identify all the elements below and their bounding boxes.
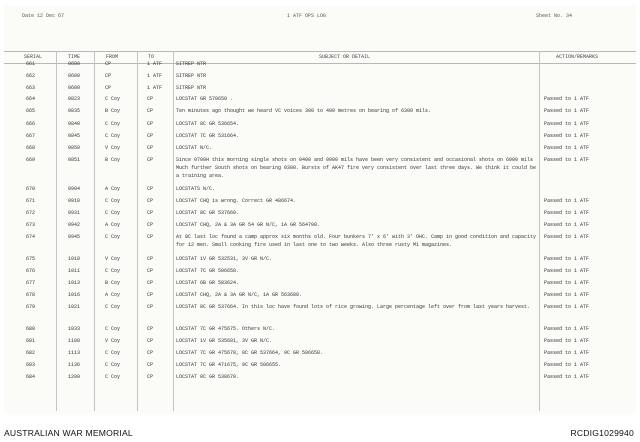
row-subject: LOCSTAT 7C GR 471675, 9C GR 506655. [176,362,282,368]
row-subject: Since 0700H this morning single shots on 0400 and 0900 mils have been very consistent and occasional shots on 6000 mils Much further South shots on bearing 0300. Bursts of AK47 fire very consistent over last three days. We think it could be a training area. [176,157,537,179]
row-to: CP [147,326,154,332]
row-action: Passed to 1 ATF [544,145,590,151]
row-subject: SITREP NTR [176,61,207,67]
row-action: Passed to 1 ATF [544,96,590,102]
row-subject: LOCSTAT N/C. [176,145,213,151]
row-serial: 678 [26,292,36,298]
row-to: 1 ATF [147,61,163,67]
row-time: 0835 [68,108,81,114]
row-serial: 666 [26,121,36,127]
row-to: CP [147,121,154,127]
row-from: B Coy [105,280,121,286]
row-subject: LOCSTAT 8C GR 537660. [176,210,240,216]
col-action: ACTION/REMARKS [556,54,599,60]
row-serial: 669 [26,157,36,163]
row-serial: 664 [26,96,36,102]
row-time: 1108 [68,338,81,344]
row-subject: LOCSTAT 7C GR 475678, 8C GR 537664, 9C GR 506658. [176,350,324,356]
col-to: TO [148,54,155,60]
row-from: B Coy [105,108,121,114]
row-from: A Coy [105,186,121,192]
row-action: Passed to 1 ATF [544,338,590,344]
row-from: A Coy [105,222,121,228]
row-subject: LOCSTAT 1V GR 535601, 3V GR N/C. [176,338,273,344]
row-subject: LOCSTAT 8C GR 538670. [176,374,240,380]
row-from: C Coy [105,198,121,204]
row-to: CP [147,210,154,216]
row-from: C Coy [105,210,121,216]
row-to: 1 ATF [147,73,163,79]
row-serial: 671 [26,198,36,204]
row-to: CP [147,374,154,380]
row-time: 0931 [68,210,81,216]
row-subject: LOCSTAT 1V GR 532531, 3V GR N/C. [176,256,273,262]
row-action: Passed to 1 ATF [544,234,590,240]
col-subject: SUBJECT OR DETAIL [319,54,371,60]
row-subject: LOCSTAT GR 570650 . [176,96,234,102]
row-to: CP [147,304,154,310]
log-sheet [4,6,636,414]
row-subject: LOCSTATS N/C. [176,186,216,192]
row-to: 1 ATF [147,85,163,91]
row-time: 0850 [68,145,81,151]
row-subject: LOCSTAT 6B GR 583624. [176,280,240,286]
row-to: CP [147,198,154,204]
row-serial: 661 [26,61,36,67]
row-to: CP [147,186,154,192]
col-time: TIME [68,54,81,60]
row-time: 1011 [68,268,81,274]
row-to: CP [147,292,154,298]
row-from: CP [105,61,112,67]
row-serial: 681 [26,338,36,344]
row-subject: LOCSTAT CHQ is wrong. Correct GR 486674. [176,198,297,204]
row-action: Passed to 1 ATF [544,268,590,274]
row-serial: 676 [26,268,36,274]
row-from: C Coy [105,350,121,356]
archive-credit: AUSTRALIAN WAR MEMORIAL [4,428,133,438]
row-to: CP [147,108,154,114]
row-action: Passed to 1 ATF [544,222,590,228]
row-subject: LOCSTAT 7C GR 475675. Others N/C. [176,326,276,332]
row-serial: 675 [26,256,36,262]
row-to: CP [147,280,154,286]
row-action: Passed to 1 ATF [544,121,590,127]
row-action: Passed to 1 ATF [544,374,590,380]
row-to: CP [147,96,154,102]
row-from: C Coy [105,326,121,332]
row-action: Passed to 1 ATF [544,304,590,310]
row-from: C Coy [105,362,121,368]
row-from: CP [105,85,112,91]
row-serial: 683 [26,362,36,368]
row-serial: 662 [26,73,36,79]
row-subject: SITREP NTR [176,85,207,91]
row-to: CP [147,145,154,151]
row-subject: Ten minutes ago thought we heard VC voices 300 to 400 metres on bearing of 6300 mils. [176,108,432,114]
row-time: 0942 [68,222,81,228]
row-time: 0600 [68,85,81,91]
row-time: 1136 [68,362,81,368]
row-action: Passed to 1 ATF [544,157,590,163]
row-to: CP [147,350,154,356]
col-serial: SERIAL [24,54,43,60]
row-subject: At 8C last loc found a camp approx six months old. Four bunkers 7' x 6' with 3' OHC. Camp in good condition and capacity for 12 men. Small cooking fire used in last one to two weeks. Also three rusty M1 magazines. [176,234,537,248]
row-time: 0823 [68,96,81,102]
row-action: Passed to 1 ATF [544,108,590,114]
row-time: 0845 [68,133,81,139]
row-time: 0600 [68,73,81,79]
row-serial: 677 [26,280,36,286]
row-time: 1200 [68,374,81,380]
row-time: 0945 [68,234,81,240]
divider [94,51,95,411]
row-from: C Coy [105,96,121,102]
row-time: 0851 [68,157,81,163]
row-action: Passed to 1 ATF [544,326,590,332]
row-action: Passed to 1 ATF [544,362,590,368]
row-to: CP [147,157,154,163]
row-serial: 673 [26,222,36,228]
row-from: C Coy [105,234,121,240]
row-to: CP [147,362,154,368]
row-from: V Coy [105,256,121,262]
row-from: C Coy [105,133,121,139]
row-from: C Coy [105,121,121,127]
divider [137,51,138,411]
row-subject: LOCSTAT 8C GR 536654. [176,121,240,127]
row-to: CP [147,222,154,228]
row-action: Passed to 1 ATF [544,350,590,356]
row-from: C Coy [105,268,121,274]
row-from: B Coy [105,157,121,163]
row-time: 1113 [68,350,81,356]
row-time: 1021 [68,304,81,310]
sheet-number: Sheet No. 34 [536,13,573,19]
divider [539,51,540,411]
row-serial: 665 [26,108,36,114]
row-serial: 684 [26,374,36,380]
row-time: 0910 [68,198,81,204]
row-subject: LOCSTAT 8C GR 537664. In this loc have found lots of rice growing. Large percentage left over from last years harvest. [176,304,531,310]
row-from: CP [105,73,112,79]
row-to: CP [147,268,154,274]
col-from: FROM [106,54,119,60]
row-serial: 670 [26,186,36,192]
divider [173,51,174,411]
log-title: 1 ATF OPS LOG [287,13,327,19]
row-from: V Coy [105,145,121,151]
row-from: V Coy [105,338,121,344]
row-from: A Coy [105,292,121,298]
row-serial: 682 [26,350,36,356]
row-time: 1033 [68,326,81,332]
row-action: Passed to 1 ATF [544,280,590,286]
row-to: CP [147,338,154,344]
row-time: 0840 [68,121,81,127]
row-action: Passed to 1 ATF [544,198,590,204]
row-from: C Coy [105,374,121,380]
row-serial: 663 [26,85,36,91]
divider [56,51,57,411]
row-subject: LOCSTAT CHQ, 2A & 3A GR N/C, 1A GR 563680. [176,292,303,298]
row-time: 0600 [68,61,81,67]
row-serial: 668 [26,145,36,151]
row-time: 1016 [68,292,81,298]
row-action: Passed to 1 ATF [544,256,590,262]
sheet-header [4,13,636,25]
row-subject: LOCSTAT 7C GR 506658. [176,268,240,274]
row-time: 1010 [68,256,81,262]
row-serial: 672 [26,210,36,216]
row-from: C Coy [105,304,121,310]
archive-id: RCDIG1029940 [570,428,634,438]
row-subject: LOCSTAT CHQ, 2A & 3A GR 54 GR N/C, 1A GR 564700. [176,222,321,228]
row-to: CP [147,234,154,240]
row-action: Passed to 1 ATF [544,133,590,139]
log-date: Date 12 Dec 67 [22,13,65,19]
row-time: 1013 [68,280,81,286]
row-serial: 667 [26,133,36,139]
row-action: Passed to 1 ATF [544,292,590,298]
row-action: Passed to 1 ATF [544,210,590,216]
row-time: 0904 [68,186,81,192]
row-serial: 679 [26,304,36,310]
row-to: CP [147,133,154,139]
row-subject: LOCSTAT 7C GR 531664. [176,133,240,139]
row-subject: SITREP NTR [176,73,207,79]
row-serial: 680 [26,326,36,332]
row-to: CP [147,256,154,262]
row-serial: 674 [26,234,36,240]
